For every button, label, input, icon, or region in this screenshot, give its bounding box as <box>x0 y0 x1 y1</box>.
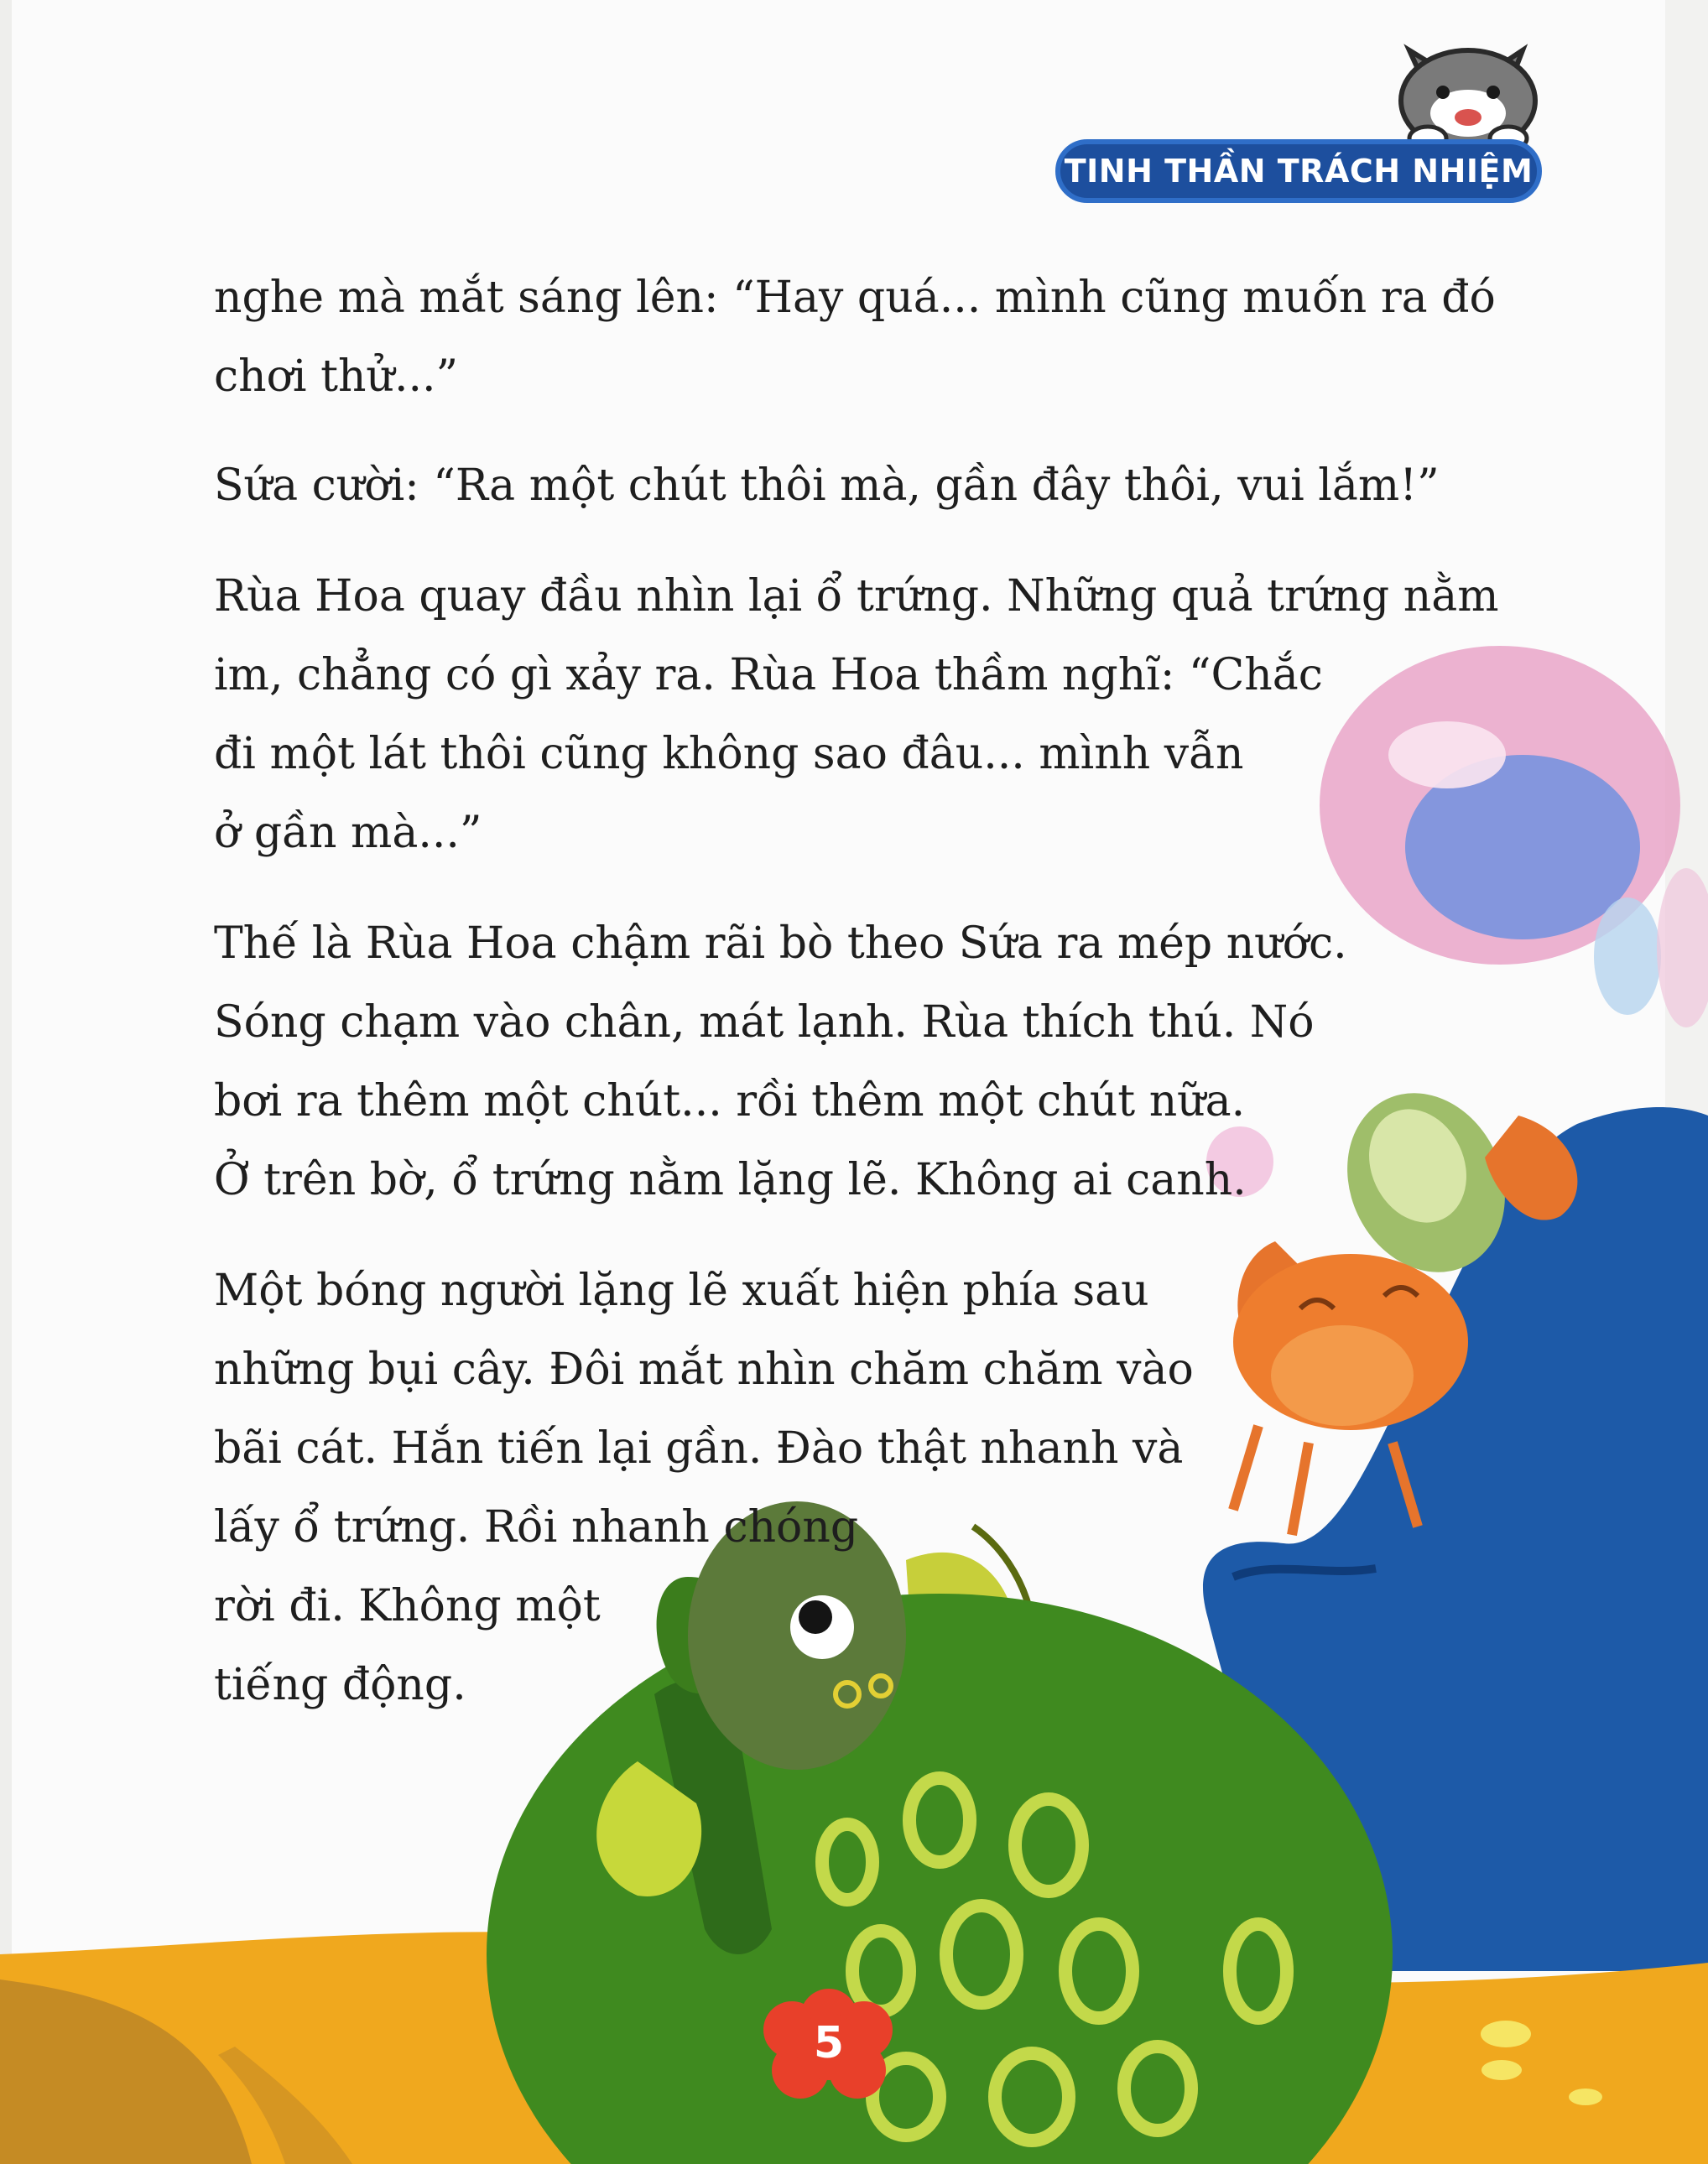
paragraph-3 <box>214 557 1499 872</box>
paragraph-4 <box>214 904 1347 1220</box>
text-line: ở gần mà...” <box>214 808 482 858</box>
chapter-title-badge <box>1055 139 1542 203</box>
text-line: Một bóng người lặng lẽ xuất hiện phía sau <box>214 1266 1149 1316</box>
text-line: lấy ổ trứng. Rồi nhanh chóng <box>214 1502 859 1553</box>
text-line: tiếng động. <box>214 1660 466 1710</box>
text-line: đi một lát thôi cũng không sao đâu... mình vẫn <box>214 729 1244 779</box>
text-line: im, chẳng có gì xảy ra. Rùa Hoa thầm nghĩ: “Chắc <box>214 650 1323 700</box>
chapter-title: TINH THẦN TRÁCH NHIỆM <box>1064 153 1534 190</box>
cat-icon <box>1401 50 1535 151</box>
paragraph-1 <box>214 258 1496 416</box>
paragraph-5 <box>214 1251 1194 1724</box>
text-line: nghe mà mắt sáng lên: “Hay quá... mình cũng muốn ra đó <box>214 273 1496 323</box>
text-line: bãi cát. Hắn tiến lại gần. Đào thật nhanh và <box>214 1423 1184 1474</box>
text-line: những bụi cây. Đôi mắt nhìn chăm chăm vào <box>214 1345 1194 1395</box>
text-line: Thế là Rùa Hoa chậm rãi bò theo Sứa ra mép nước. <box>214 918 1347 969</box>
page-number: 5 <box>813 2018 845 2068</box>
text-line: chơi thử...” <box>214 351 459 402</box>
text-line: bơi ra thêm một chút... rồi thêm một chút nữa. <box>214 1076 1246 1126</box>
page-edge-left <box>0 0 12 2164</box>
text-line: rời đi. Không một <box>214 1581 601 1631</box>
text-line: Sứa cười: “Ra một chút thôi mà, gần đây thôi, vui lắm!” <box>214 460 1440 511</box>
text-line: Rùa Hoa quay đầu nhìn lại ổ trứng. Những quả trứng nằm <box>214 571 1499 622</box>
text-line: Sóng chạm vào chân, mát lạnh. Rùa thích thú. Nó <box>214 997 1315 1048</box>
paragraph-2 <box>214 446 1440 525</box>
text-line: Ở trên bờ, ổ trứng nằm lặng lẽ. Không ai canh. <box>214 1155 1247 1205</box>
